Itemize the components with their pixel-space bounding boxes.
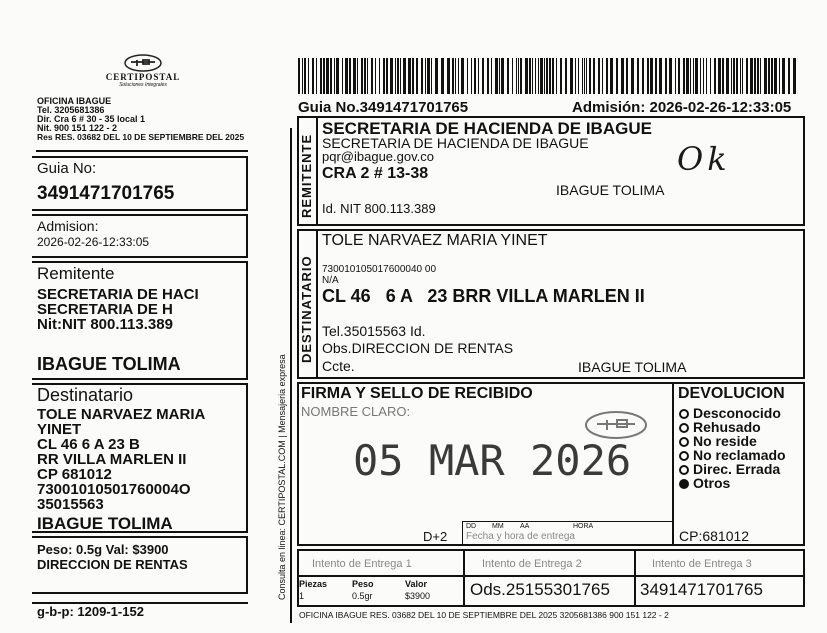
remitente-side-label: REMITENTE: [299, 133, 314, 218]
destinatario-na: N/A: [322, 275, 339, 286]
firma-title: FIRMA Y SELLO DE RECIBIDO: [301, 385, 533, 402]
destinatario-city-left: IBAGUE TOLIMA: [37, 514, 173, 533]
barcode-bar: [397, 58, 399, 94]
barcode-bar: [416, 58, 418, 94]
barcode-bar: [788, 58, 790, 94]
radio-circle-icon: [679, 409, 689, 419]
barcode-bar: [693, 58, 694, 94]
barcode-bar: [669, 58, 672, 94]
barcode-bar: [441, 58, 444, 94]
divider: [634, 549, 636, 577]
office-tel: Tel. 3205681386: [37, 105, 105, 115]
barcode-bar: [371, 58, 373, 94]
destinatario-address: CL 46 6 A 23 BRR VILLA MARLEN II: [322, 286, 645, 306]
barcode-bar: [598, 58, 600, 94]
office-dir: Dir. Cra 6 # 30 - 35 local 1: [37, 114, 146, 124]
barcode-bar: [659, 58, 662, 94]
barcode-bar: [501, 58, 504, 94]
divider: [463, 549, 465, 577]
barcode-bar: [458, 58, 459, 94]
barcode-bar: [582, 58, 583, 94]
option-label: Otros: [693, 475, 731, 491]
barcode-bar: [304, 58, 306, 94]
divider: [36, 150, 248, 152]
barcode-bar: [683, 58, 685, 94]
barcode-bar: [390, 58, 393, 94]
barcode-bar: [308, 58, 309, 94]
logo-tagline: Soluciones Integrales: [119, 82, 167, 88]
barcode-bar: [400, 58, 401, 94]
barcode-bar: [302, 58, 303, 94]
remitente-label-left: Remitente: [37, 264, 115, 283]
barcode-bar: [560, 58, 562, 94]
piezas-label: Piezas: [299, 579, 328, 589]
barcode-bar: [342, 58, 343, 94]
certipostal-logo-icon: [123, 54, 163, 72]
barcode-bar: [316, 58, 317, 94]
barcode-bar: [386, 58, 388, 94]
remitente-nit: Id. NIT 800.113.389: [322, 201, 436, 216]
barcode-bar: [616, 58, 618, 94]
barcode-bar: [750, 58, 753, 94]
barcode-bar: [491, 58, 492, 94]
barcode-bar: [774, 58, 777, 94]
barcode-bar: [345, 58, 348, 94]
destinatario-tel: Tel.35015563 Id.: [322, 323, 426, 339]
barcode-bar: [403, 58, 406, 94]
fecha-mm: MM: [492, 523, 504, 530]
barcode-bar: [793, 58, 796, 94]
barcode-bar: [779, 58, 780, 94]
destinatario-code: 730010105017600040 00: [322, 264, 437, 275]
destinatario-line: TOLE NARVAEZ MARIA: [37, 406, 206, 423]
barcode-bar: [298, 58, 300, 94]
devolucion-option-no-reclamado[interactable]: [679, 448, 786, 462]
barcode-bar: [552, 58, 554, 94]
barcode-bar: [383, 58, 385, 94]
barcode-bar: [754, 58, 756, 94]
barcode-bar: [461, 58, 464, 94]
intento-1: Intento de Entrega 1: [312, 558, 412, 570]
divider: [634, 577, 636, 607]
barcode-bar: [544, 58, 545, 94]
handwritten-ok: Ok: [677, 140, 731, 178]
radio-circle-icon: [679, 465, 689, 475]
piezas-value: 1: [299, 591, 305, 601]
logo-text: CERTIPOSTAL: [105, 72, 181, 82]
option-label: Direc. Errada: [693, 461, 781, 477]
admision-label: Admision:: [37, 218, 99, 234]
barcode-bar: [361, 58, 363, 94]
barcode-bar: [722, 58, 724, 94]
barcode-bar: [353, 58, 356, 94]
barcode-bar: [323, 58, 325, 94]
barcode-bar: [412, 58, 414, 94]
barcode-bar: [379, 58, 380, 94]
barcode-bar: [584, 58, 585, 94]
barcode-bar: [532, 58, 533, 94]
barcode-bar: [520, 58, 522, 94]
barcode-bar: [525, 58, 528, 94]
barcode-bar: [736, 58, 738, 94]
barcode-bar: [718, 58, 721, 94]
barcode-bar: [425, 58, 426, 94]
barcode-bar: [431, 58, 432, 94]
option-label: Desconocido: [693, 405, 781, 421]
barcode-bar: [703, 58, 704, 94]
nombre-claro: NOMBRE CLARO:: [301, 404, 411, 419]
radio-circle-icon: [679, 423, 689, 433]
barcode-bar: [499, 58, 500, 94]
remitente-line: SECRETARIA DE H: [37, 301, 173, 318]
barcode-bar: [742, 58, 743, 94]
office-name: OFICINA IBAGUE: [37, 96, 112, 106]
barcode-bar: [482, 58, 484, 94]
barcode-bar: [467, 58, 468, 94]
barcode-bar: [764, 58, 767, 94]
barcode-bar: [714, 58, 716, 94]
guia-label: Guia No:: [37, 160, 97, 177]
devolucion-option-otros[interactable]: [679, 476, 786, 490]
remitente-city-left: IBAGUE TOLIMA: [37, 354, 181, 374]
barcode-bar: [452, 58, 454, 94]
destinatario-label-left: Destinatario: [37, 385, 134, 405]
barcode-bar: [589, 58, 591, 94]
barcode-bar: [675, 58, 676, 94]
fecha-hora: HORA: [573, 523, 594, 530]
divider: [463, 577, 465, 607]
barcode-bar: [593, 58, 595, 94]
bottom-guia: 3491471701765: [640, 580, 763, 599]
intento-3: Intento de Entrega 3: [652, 558, 752, 570]
barcode-bar: [364, 58, 366, 94]
barcode-bar: [357, 58, 358, 94]
destinatario-line: CP 681012: [37, 466, 112, 483]
barcode-bar: [706, 58, 707, 94]
remitente-line: SECRETARIA DE HACI: [37, 286, 199, 303]
barcode-bar: [710, 58, 711, 94]
barcode-bar: [655, 58, 657, 94]
destinatario-name: TOLE NARVAEZ MARIA YINET: [322, 232, 548, 249]
destinatario-line: YINET: [37, 421, 82, 438]
barcode-bar: [427, 58, 430, 94]
option-label: No reclamado: [693, 447, 786, 463]
barcode-bar: [686, 58, 689, 94]
remitente-city: IBAGUE TOLIMA: [556, 182, 665, 198]
header-guia: Guia No.3491471701765: [298, 99, 469, 116]
barcode-bar: [665, 58, 667, 94]
barcode-bar: [570, 58, 573, 94]
remitente-email: pqr@ibague.gov.co: [322, 149, 434, 164]
devolucion-option-direc-errada[interactable]: [679, 462, 786, 476]
barcode-bar: [334, 58, 335, 94]
fecha-label: Fecha y hora de entrega: [466, 531, 575, 542]
footer-text: OFICINA IBAGUE RES. 03682 DEL 10 DE SEPTIEMBRE DEL 2025 3205681386 900 151 122 - 2: [299, 610, 669, 620]
devolucion-option-rehusado[interactable]: [679, 420, 786, 434]
date-stamp: 05 MAR 2026: [353, 436, 632, 485]
barcode: [298, 58, 798, 94]
barcode-bar: [726, 58, 729, 94]
barcode-bar: [586, 58, 587, 94]
barcode-bar: [731, 58, 732, 94]
barcode-bar: [556, 58, 557, 94]
company-info: [37, 97, 244, 142]
barcode-bar: [529, 58, 531, 94]
barcode-bar: [733, 58, 735, 94]
destinatario-obs: Obs.DIRECCION DE RENTAS: [322, 340, 514, 356]
barcode-bar: [507, 58, 509, 94]
ods-number: Ods.25155301765: [470, 580, 610, 599]
destinatario-line: 73001010501760004O: [37, 481, 191, 498]
barcode-bar: [516, 58, 517, 94]
barcode-bar: [312, 58, 314, 94]
remitente-line: Nit:NIT 800.113.389: [37, 316, 173, 333]
devolucion-option-no-reside[interactable]: [679, 434, 786, 448]
barcode-bar: [695, 58, 698, 94]
destinatario-city: IBAGUE TOLIMA: [578, 359, 687, 375]
destinatario-line: RR VILLA MARLEN II: [37, 451, 187, 468]
devolucion-cp: CP:681012: [679, 528, 750, 544]
barcode-bar: [575, 58, 576, 94]
obs-line: DIRECCION DE RENTAS: [37, 557, 188, 572]
barcode-bar: [690, 58, 691, 94]
barcode-bar: [535, 58, 536, 94]
divider: [316, 116, 318, 226]
admision-value: 2026-02-26-12:33:05: [37, 235, 150, 249]
barcode-bar: [610, 58, 613, 94]
fecha-dd: DD: [466, 523, 477, 530]
devolucion-options: [679, 406, 786, 490]
marked-circle-icon: [679, 479, 689, 489]
barcode-bar: [326, 58, 329, 94]
intento-2: Intento de Entrega 2: [482, 558, 582, 570]
barcode-bar: [760, 58, 761, 94]
barcode-bar: [578, 58, 579, 94]
barcode-bar: [768, 58, 770, 94]
barcode-bar: [336, 58, 339, 94]
barcode-bar: [606, 58, 608, 94]
barcode-bar: [642, 58, 644, 94]
barcode-bar: [421, 58, 423, 94]
barcode-bar: [512, 58, 513, 94]
peso-line: Peso: 0.5g Val: $3900: [37, 542, 169, 557]
barcode-bar: [330, 58, 332, 94]
remitente-name: SECRETARIA DE HACIENDA DE IBAGUE: [322, 119, 652, 138]
destinatario-lines-left: [37, 407, 205, 512]
barcode-bar: [740, 58, 741, 94]
remitente-address: CRA 2 # 13-38: [322, 165, 429, 182]
barcode-bar: [538, 58, 539, 94]
barcode-bar: [565, 58, 567, 94]
barcode-bar: [757, 58, 759, 94]
barcode-bar: [700, 58, 701, 94]
destinatario-side-label: DESTINATARIO: [299, 255, 314, 363]
option-label: Rehusado: [693, 419, 761, 435]
barcode-bar: [455, 58, 456, 94]
office-nit: Nit. 900 151 122 - 2: [37, 123, 118, 133]
barcode-bar: [518, 58, 519, 94]
remitente-name2: SECRETARIA DE HACIENDA DE IBAGUE: [322, 135, 589, 151]
gbp-code: g-b-p: 1209-1-152: [37, 604, 144, 619]
peso-value: 0.5gr: [352, 591, 373, 601]
barcode-bar: [549, 58, 551, 94]
barcode-bar: [408, 58, 411, 94]
option-label: No reside: [693, 433, 757, 449]
barcode-bar: [621, 58, 624, 94]
valor-label: Valor: [405, 579, 428, 589]
barcode-bar: [546, 58, 548, 94]
barcode-bar: [395, 58, 396, 94]
remitente-lines-left: [37, 287, 199, 332]
divider: [290, 128, 292, 623]
barcode-bar: [487, 58, 489, 94]
barcode-bar: [746, 58, 748, 94]
barcode-bar: [320, 58, 322, 94]
fecha-aa: AA: [520, 523, 530, 530]
barcode-bar: [349, 58, 351, 94]
destinatario-line: CL 46 6 A 23 B: [37, 436, 140, 453]
office-res: Res RES. 03682 DEL 10 DE SEPTIEMBRE DEL 2025: [37, 132, 245, 142]
barcode-bar: [478, 58, 479, 94]
barcode-bar: [435, 58, 438, 94]
vertical-note: Consulta en linea: CERTIPOSTAL.COM | Mensajeria expresa: [277, 354, 287, 600]
peso-label: Peso: [352, 579, 374, 589]
d-plus-2: D+2: [423, 529, 448, 544]
barcode-bar: [771, 58, 773, 94]
barcode-bar: [637, 58, 639, 94]
devolucion-option-desconocido[interactable]: [679, 406, 786, 420]
barcode-bar: [447, 58, 450, 94]
barcode-bar: [631, 58, 634, 94]
destinatario-line: 35015563: [37, 496, 104, 513]
guia-number: 3491471701765: [37, 183, 175, 204]
barcode-bar: [678, 58, 680, 94]
radio-circle-icon: [679, 437, 689, 447]
barcode-bar: [367, 58, 368, 94]
destinatario-ccte: Ccte.: [322, 358, 355, 374]
barcode-bar: [602, 58, 603, 94]
barcode-bar: [474, 58, 476, 94]
barcode-bar: [375, 58, 376, 94]
barcode-bar: [471, 58, 472, 94]
barcode-bar: [626, 58, 628, 94]
barcode-bar: [495, 58, 498, 94]
header-admision: Admisión: 2026-02-26-12:33:05: [572, 99, 792, 116]
radio-circle-icon: [679, 451, 689, 461]
divider: [316, 229, 318, 379]
barcode-bar: [782, 58, 785, 94]
barcode-bar: [540, 58, 543, 94]
barcode-bar: [647, 58, 649, 94]
certipostal-logo: [88, 54, 198, 94]
devolucion-title: DEVOLUCION: [678, 385, 785, 402]
valor-value: $3900: [405, 591, 431, 601]
barcode-bar: [650, 58, 653, 94]
